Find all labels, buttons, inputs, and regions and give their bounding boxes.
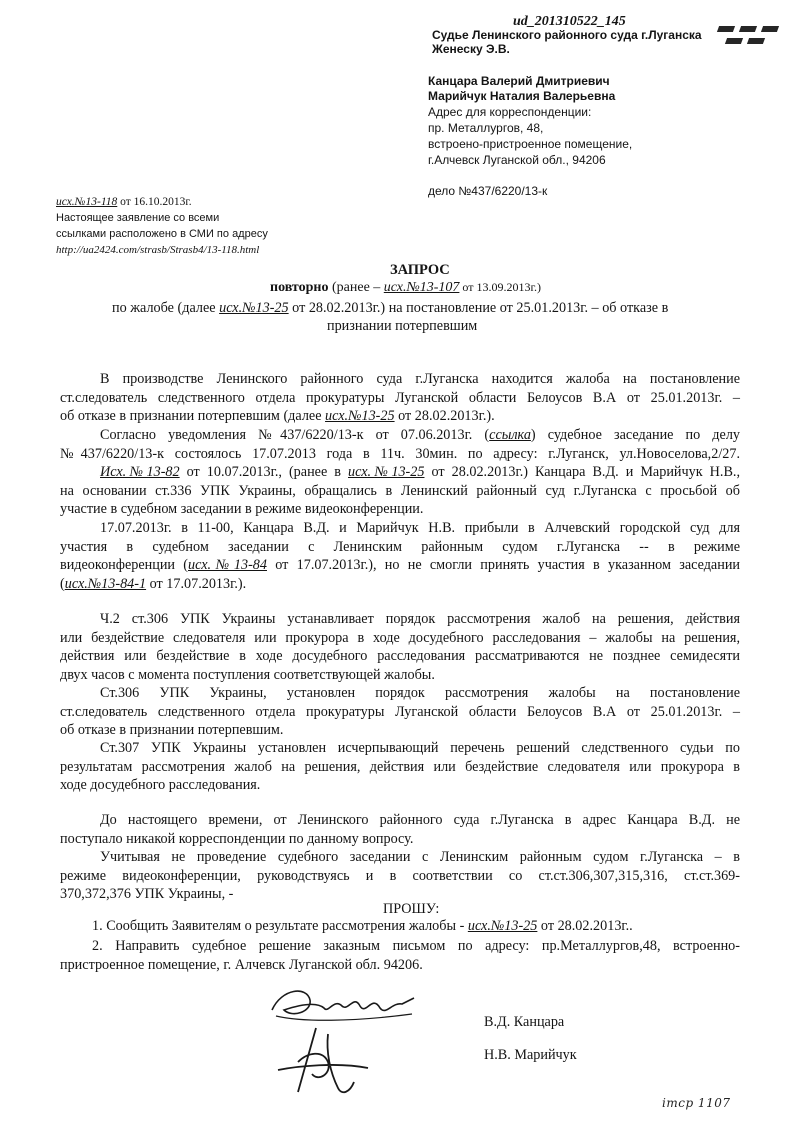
outgoing-ref-link[interactable]: исх.№13-118 [56,196,118,208]
corner-code: ud_201310522_145 [513,14,626,29]
complaint-ref-link[interactable]: исх.№13-25 [325,408,395,425]
complaint-ref-link[interactable]: исх.№13-25 [348,464,425,480]
paragraph-4: 17.07.2013г. в 11-00, Канцара В.Д. и Марийчук Н.В. прибыли в Алчевский городской суд для участия в судебном заседании с Ленинским районным судом г.Луганска -- в режиме видеоконференции (исх.№13-84 от 17.07.2013г.), но не смогли принять участия в указанном заседании (исх.№13-84-1 от 17.07.2013г.). [60,520,741,592]
paragraph-3: Исх.№13-82 от 10.07.2013г., (ранее в исх.№13-25 от 28.02.2013г.) Канцара В.Д. и Марийчук Н.В., на основании ст.336 УПК Украины, обращались в Ленинский районный суд г.Луганска с просьбой об участие в судебном заседании в режиме видеоконференции. [60,464,741,518]
sender-name-2: Марийчук Наталия Валерьевна [428,89,616,103]
sender-name-1: Канцара Валерий Дмитриевич [428,74,610,88]
outgoing-note-1: Настоящее заявление со всеми [56,212,220,224]
paragraph-6: Ст.306 УПК Украины, установлен порядок рассмотрения жалобы на постановление ст.следователь следственного отдела прокуратуры Луганской области Белоусов В.А от 25.01.2013г. – об отказе в признании потерпевшим. [60,685,740,739]
corner-marks [718,22,780,48]
sender-address-line3: г.Алчевск Луганской обл., 94206 [428,153,606,167]
document-title: ЗАПРОС [390,262,450,278]
signature-name-2: Н.В. Марийчук [484,1047,577,1063]
paragraph-9: Учитывая не проведение судебного заседании с Ленинским районным судом г.Луганска – в режиме видеоконференции, руководствуясь и в соответствии со ст.ст.306,307,315,316, ст.ст.369- 370,372,376 УПК Украины, - [60,849,740,903]
handwritten-note: ітср 1107 [662,1096,731,1110]
outgoing-note-2: ссылками расположено в СМИ по адресу [56,228,268,240]
complaint-ref-link[interactable]: исх.№13-25 [219,300,289,316]
signature-name-1: В.Д. Канцара [484,1014,565,1030]
ref-13-84-1-link[interactable]: исх.№13-84-1 [64,575,147,592]
outgoing-ref-line: исх.№13-118 от 16.10.2013г. [56,196,192,208]
request-item-1: 1. Сообщить Заявителям о результате рассмотрения жалобы - исх.№13-25 от 28.02.2013г.. [92,918,633,934]
title-repeat-line: повторно (ранее – исх.№13-107 от 13.09.2013г.) [270,280,542,295]
paragraph-2: Согласно уведомления №437/6220/13-к от 07.06.2013г. (ссылка) судебное заседание по делу №437/6220/13-к состоялось 17.07.2013 года в 11ч. 30мин. по адресу: г.Луганск, ул.Новоселова,2/27. [60,427,740,462]
paragraph-8: До настоящего времени, от Ленинского районного суда г.Луганска в адрес Канцара В.Д. не поступало никакой корреспонденции по данному вопросу. [60,812,740,847]
request-heading: ПРОШУ: [383,901,440,917]
title-subject-line: по жалобе (далее исх.№13-25 от 28.02.2013г.) на постановление от 25.01.2013г. – об отказе в [112,300,669,316]
ref-13-84-link[interactable]: исх.№13-84 [188,557,267,574]
signature-mariychuk [268,1022,378,1102]
sender-address-line2: встроено-пристроенное помещение, [428,137,633,151]
outgoing-url[interactable]: http://ua2424.com/strasb/Strasb4/13-118.html [56,244,260,256]
sender-address-label: Адрес для корреспонденции: [428,105,592,119]
paragraph-1: В производстве Ленинского районного суда г.Луганска находится жалоба на постановление ст.следователь следственного отдела прокуратуры Луганской области Белоусов В.А от 25.01.2013г. – об отказе в признании потерпевшим (далее исх.№13-25 от 28.02.2013г.). [60,371,740,425]
addressee-line2: Женеску Э.В. [432,42,510,56]
complaint-ref-link[interactable]: исх.№13-25 [467,918,538,934]
case-number: дело №437/6220/13-к [428,184,548,198]
addressee-line1: Судье Ленинского районного суда г.Луганска [432,28,702,42]
notice-link[interactable]: ссылка [489,427,531,443]
ref-13-82-link[interactable]: Исх.№13-82 [100,464,180,480]
paragraph-7: Ст.307 УПК Украины установлен исчерпывающий перечень решений следственного судьи по результатам рассмотрения жалоб на решения, действия или бездействие следователя или прокурора в ходе досудебного расследования. [60,740,740,794]
request-item-2: 2. Направить судебное решение заказным письмом по адресу: пр.Металлургов,48, встроенно- пристроенное помещение, г. Алчевск Луганской обл. 94206. [60,938,740,973]
paragraph-5: Ч.2 ст.306 УПК Украины устанавливает порядок рассмотрения жалоб на решения, действия или бездействие следователя или прокурора в ходе досудебного расследования – жалобы на решения, действия или бездействие в ходе досудебного расследования рассматриваются не позднее семидесяти двух часов с момента поступления соответствующей жалобы. [60,611,740,683]
sender-address-line1: пр. Металлургов, 48, [428,121,544,135]
prev-ref-link[interactable]: исх.№13-107 [383,280,460,295]
title-subject-line2: признании потерпевшим [327,318,478,334]
